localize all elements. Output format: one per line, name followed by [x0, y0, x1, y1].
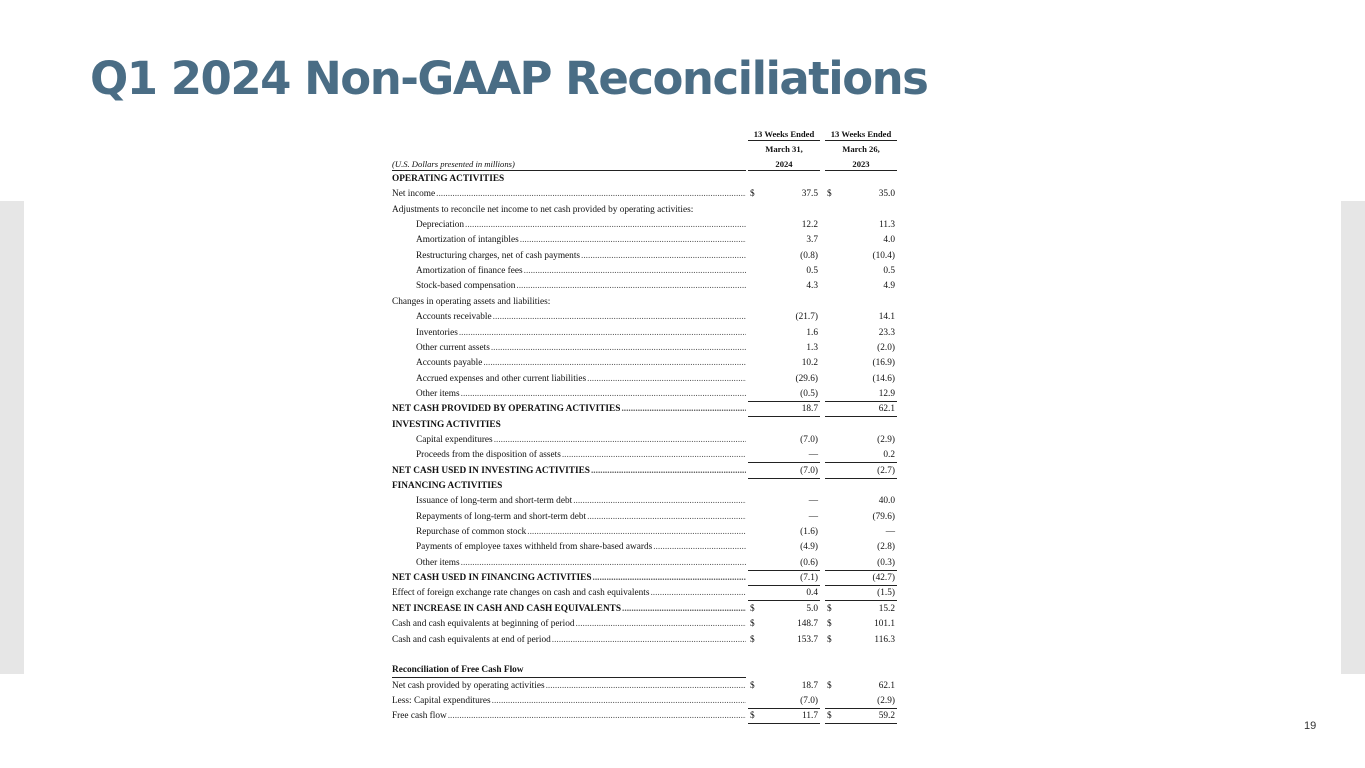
value-2024: 1.3 [806, 342, 818, 353]
table-row [392, 326, 898, 341]
row-label [392, 648, 746, 662]
table-row [392, 372, 898, 387]
table-row [392, 279, 898, 294]
value-2024: 0.5 [806, 266, 818, 277]
units-note: (U.S. Dollars presented in millions) [392, 159, 515, 169]
row-label: Other current assets ..... [416, 341, 746, 355]
table-row [392, 694, 898, 709]
value-2023: (2.9) [877, 434, 895, 445]
col2-year-rule [825, 170, 897, 171]
table-row [392, 556, 898, 571]
currency-symbol: $ [827, 711, 832, 722]
value-2024: (7.0) [800, 695, 818, 706]
left-side-band [0, 201, 24, 674]
value-2023: 62.1 [878, 680, 895, 691]
value-2023: 62.1 [878, 404, 895, 415]
value-2023: 14.1 [878, 312, 895, 323]
value-2024: (21.7) [795, 312, 818, 323]
row-label: Amortization of finance fees ..... [416, 264, 746, 278]
value-2023: 101.1 [874, 619, 895, 630]
value-2024: 153.7 [797, 634, 818, 645]
value-2023: (2.9) [877, 695, 895, 706]
value-2024: (7.0) [800, 465, 818, 476]
value-2024: 4.3 [806, 281, 818, 292]
row-label: NET INCREASE IN CASH AND CASH EQUIVALENTS ..... [392, 602, 746, 616]
table-row [392, 187, 898, 202]
table-row [392, 525, 898, 540]
value-2023: (14.6) [872, 373, 895, 384]
col1-year-rule [748, 170, 820, 171]
row-label: NET CASH USED IN INVESTING ACTIVITIES ..... [392, 464, 746, 478]
currency-symbol: $ [827, 619, 832, 630]
table-row [392, 679, 898, 694]
value-2023: 15.2 [878, 603, 895, 614]
value-2023: — [885, 527, 895, 538]
total-underline [825, 723, 897, 724]
value-2023: (10.4) [872, 250, 895, 261]
row-label: Depreciation ..... [416, 218, 746, 232]
currency-symbol: $ [750, 680, 755, 691]
table-row [392, 433, 898, 448]
value-2024: 3.7 [806, 235, 818, 246]
table-row [392, 510, 898, 525]
table-row [392, 540, 898, 555]
currency-symbol: $ [750, 619, 755, 630]
value-2023: (0.3) [877, 557, 895, 568]
table-row [392, 602, 898, 617]
table-row [392, 203, 898, 218]
value-2024: 12.2 [801, 220, 818, 231]
row-label: Restructuring charges, net of cash payments ..... [416, 249, 746, 263]
value-2023: (2.7) [877, 465, 895, 476]
row-label: Effect of foreign exchange rate changes on cash and cash equivalents ..... [392, 586, 746, 600]
section-header-row [392, 663, 898, 678]
row-label: NET CASH PROVIDED BY OPERATING ACTIVITIES ..... [392, 402, 746, 416]
table-row [392, 264, 898, 279]
value-2024: 10.2 [801, 358, 818, 369]
table-row [392, 709, 898, 724]
value-2024: 18.7 [801, 404, 818, 415]
col1-header-date: March 31, [765, 144, 803, 154]
section-header-row [392, 479, 898, 494]
value-2024: (29.6) [795, 373, 818, 384]
col2-header-year: 2023 [852, 159, 870, 169]
page-number: 19 [1304, 720, 1317, 732]
value-2024: (1.6) [800, 527, 818, 538]
row-label: Amortization of intangibles ..... [416, 233, 746, 247]
value-2024: (7.1) [800, 573, 818, 584]
value-2024: (7.0) [800, 434, 818, 445]
row-label: Free cash flow ..... [392, 709, 746, 723]
row-label: Stock-based compensation ..... [416, 279, 746, 293]
row-label: Proceeds from the disposition of assets ..... [416, 448, 746, 462]
value-2024: — [808, 450, 818, 461]
value-2023: 4.0 [883, 235, 895, 246]
currency-symbol: $ [827, 680, 832, 691]
col2-header-date: March 26, [842, 144, 880, 154]
table-row [392, 387, 898, 402]
value-2023: (2.8) [877, 542, 895, 553]
value-2024: 1.6 [806, 327, 818, 338]
table-row [392, 295, 898, 310]
value-2024: (0.6) [800, 557, 818, 568]
value-2023: (2.0) [877, 342, 895, 353]
value-2024: (0.5) [800, 388, 818, 399]
table-row [392, 356, 898, 371]
section-header-row [392, 418, 898, 433]
row-label: Net income ..... [392, 187, 746, 201]
value-2023: 0.2 [883, 450, 895, 461]
value-2024: — [808, 496, 818, 507]
table-row [392, 218, 898, 233]
value-2024: 0.4 [806, 588, 818, 599]
table-row [392, 448, 898, 463]
currency-symbol: $ [827, 189, 832, 200]
row-label: Accounts payable ..... [416, 356, 746, 370]
row-label: Payments of employee taxes withheld from share-based awards ..... [416, 540, 746, 554]
row-label: Inventories ..... [416, 326, 746, 340]
section-header-row [392, 172, 898, 187]
value-2024: — [808, 511, 818, 522]
value-2024: 18.7 [801, 680, 818, 691]
row-label: FINANCING ACTIVITIES [392, 481, 503, 491]
row-label: Net cash provided by operating activities ..... [392, 679, 746, 693]
row-label: OPERATING ACTIVITIES [392, 174, 505, 184]
value-2024: 11.7 [802, 711, 818, 722]
total-underline [748, 723, 820, 724]
row-label: Cash and cash equivalents at end of period ..... [392, 633, 746, 647]
table-row [392, 494, 898, 509]
col2-header-period: 13 Weeks Ended [830, 129, 892, 139]
value-2023: 40.0 [878, 496, 895, 507]
currency-symbol: $ [750, 634, 755, 645]
row-label: Less: Capital expenditures ..... [392, 694, 746, 708]
row-label: Capital expenditures ..... [416, 433, 746, 447]
row-label: Reconciliation of Free Cash Flow [392, 665, 524, 676]
value-2023: 23.3 [878, 327, 895, 338]
row-label: Changes in operating assets and liabilities: [392, 296, 551, 307]
table-row [392, 249, 898, 264]
value-2024: 5.0 [806, 603, 818, 614]
table-row [392, 233, 898, 248]
col2-header-rule [825, 140, 897, 141]
currency-symbol: $ [827, 603, 832, 614]
row-label: Issuance of long-term and short-term debt ..... [416, 494, 746, 508]
value-2024: 37.5 [801, 189, 818, 200]
table-row [392, 341, 898, 356]
slide-title: Q1 2024 Non-GAAP Reconciliations [90, 52, 928, 105]
table-row [392, 617, 898, 632]
value-2023: (16.9) [872, 358, 895, 369]
row-label: Cash and cash equivalents at beginning of period ..... [392, 617, 746, 631]
value-2023: 12.9 [878, 388, 895, 399]
value-2023: (1.5) [877, 588, 895, 599]
table-row [392, 633, 898, 648]
currency-symbol: $ [750, 711, 755, 722]
value-2023: 59.2 [878, 711, 895, 722]
col1-header-period: 13 Weeks Ended [753, 129, 815, 139]
row-label: Accounts receivable ..... [416, 310, 746, 324]
right-side-band [1341, 201, 1365, 674]
value-2024: 148.7 [797, 619, 818, 630]
row-label: Repayments of long-term and short-term debt ..... [416, 510, 746, 524]
currency-symbol: $ [827, 634, 832, 645]
row-label: Repurchase of common stock ..... [416, 525, 746, 539]
table-row [392, 402, 898, 417]
table-row [392, 310, 898, 325]
value-2023: (42.7) [872, 573, 895, 584]
row-label: Other items ..... [416, 556, 746, 570]
value-2023: 11.3 [879, 220, 895, 231]
value-2023: 35.0 [878, 189, 895, 200]
currency-symbol: $ [750, 603, 755, 614]
value-2023: 4.9 [883, 281, 895, 292]
row-label: INVESTING ACTIVITIES [392, 419, 501, 430]
currency-symbol: $ [750, 189, 755, 200]
col1-header-year: 2024 [775, 159, 793, 169]
table-row [392, 571, 898, 586]
table-row [392, 586, 898, 601]
value-2023: 116.3 [874, 634, 895, 645]
value-2023: 0.5 [883, 266, 895, 277]
value-2024: (0.8) [800, 250, 818, 261]
row-label: Accrued expenses and other current liabilities ..... [416, 372, 746, 386]
table-row [392, 464, 898, 479]
spacer-row [392, 648, 898, 663]
row-label: Adjustments to reconcile net income to net cash provided by operating activities: [392, 204, 694, 215]
value-2024: (4.9) [800, 542, 818, 553]
row-label: Other items ..... [416, 387, 746, 401]
value-2023: (79.6) [872, 511, 895, 522]
col1-header-rule [748, 140, 820, 141]
units-rule [392, 170, 746, 171]
row-label: NET CASH USED IN FINANCING ACTIVITIES ..... [392, 571, 746, 585]
